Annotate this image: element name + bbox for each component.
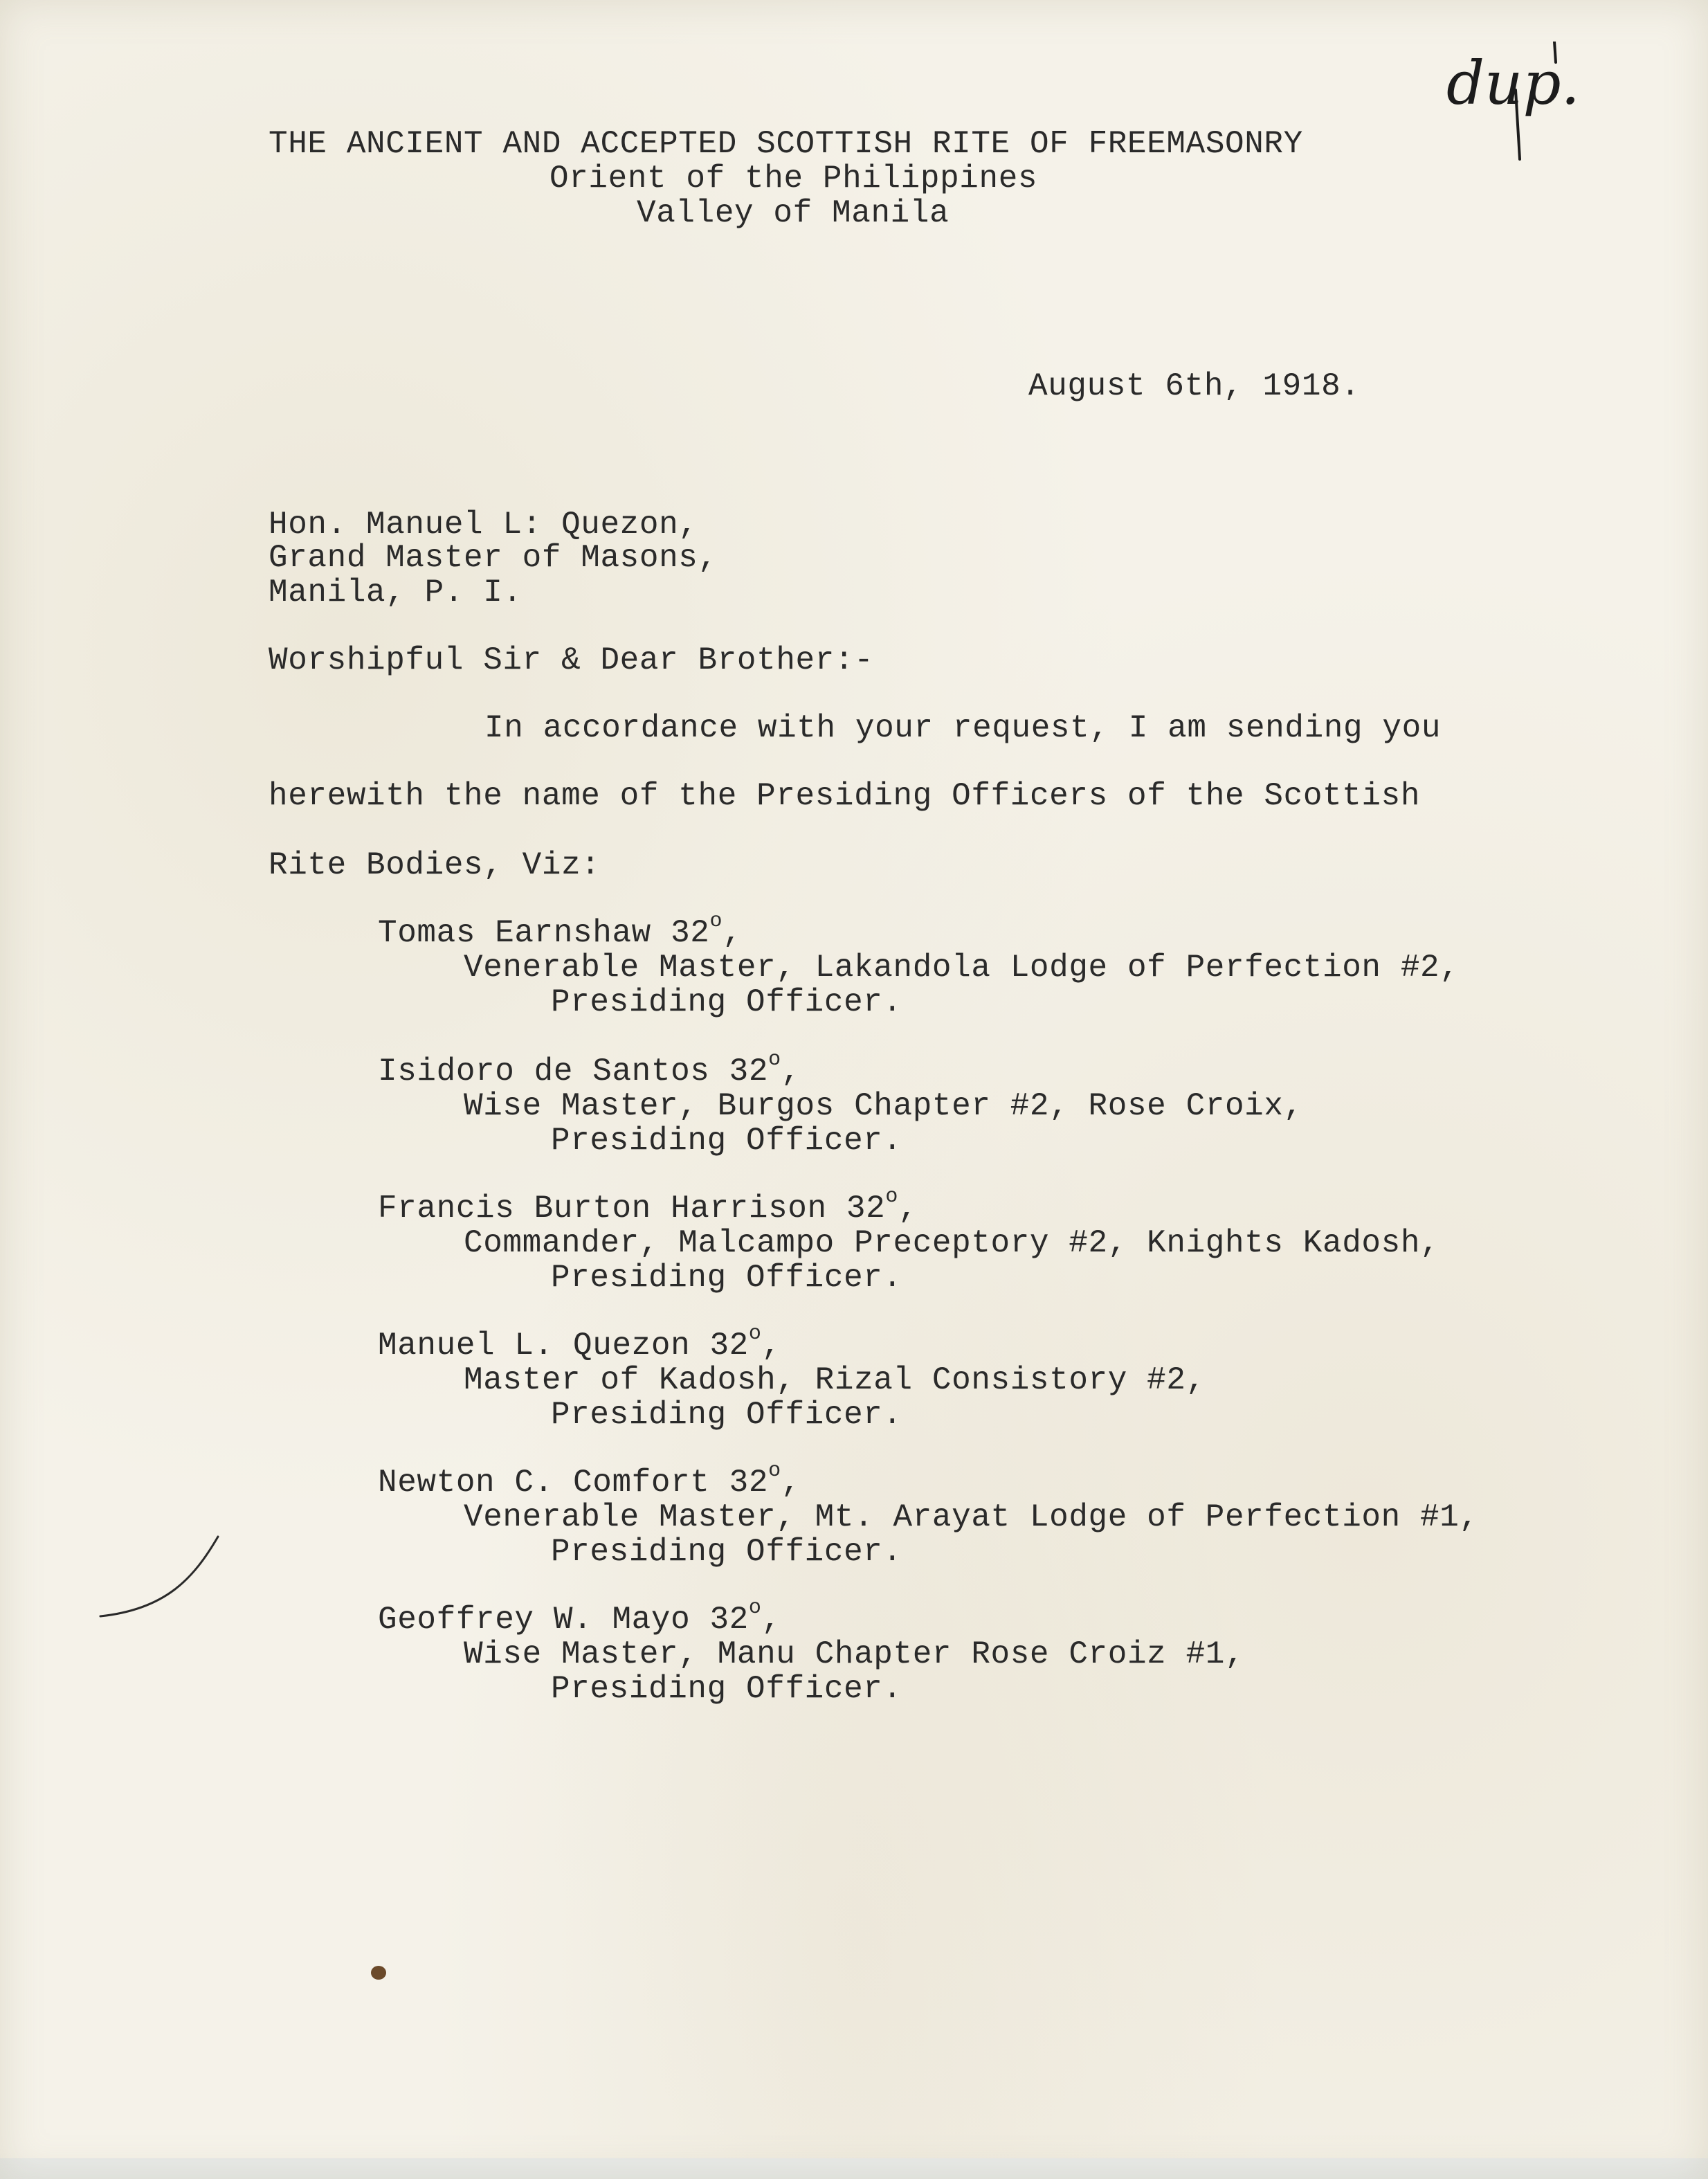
body-line-1: In accordance with your request, I am sending you	[484, 710, 1442, 746]
letterhead-line-1: THE ANCIENT AND ACCEPTED SCOTTISH RITE OF FREEMASONRY	[269, 126, 1303, 162]
officer-role: Presiding Officer.	[551, 1534, 902, 1570]
degree-mark: o	[748, 1322, 762, 1346]
officer-name: Francis Burton Harrison 32$^o$,	[378, 1185, 918, 1227]
officer-role: Presiding Officer.	[551, 1397, 902, 1433]
degree-mark: o	[768, 1048, 781, 1072]
handwritten-stroke-icon	[1438, 42, 1563, 180]
officer-role: Presiding Officer.	[551, 1260, 902, 1296]
officer-office: Wise Master, Manu Chapter Rose Croiz #1,	[464, 1636, 1245, 1672]
recipient-line-3: Manila, P. I.	[269, 575, 523, 611]
officer-name: Newton C. Comfort 32$^o$,	[378, 1459, 801, 1501]
salutation: Worshipful Sir & Dear Brother:-	[269, 642, 874, 678]
pen-mark-icon	[90, 1523, 228, 1634]
degree-mark: o	[768, 1459, 781, 1483]
degree-mark: o	[885, 1185, 898, 1209]
ink-spot-icon	[371, 1966, 386, 1980]
officer-office: Venerable Master, Lakandola Lodge of Perfection #2,	[464, 950, 1460, 986]
body-line-2: herewith the name of the Presiding Officers of the Scottish	[269, 778, 1421, 814]
officer-office: Wise Master, Burgos Chapter #2, Rose Croix,	[464, 1088, 1303, 1124]
letter-date: August 6th, 1918.	[1028, 368, 1361, 404]
body-line-3: Rite Bodies, Viz:	[269, 847, 601, 883]
recipient-line-1: Hon. Manuel L: Quezon,	[269, 507, 698, 543]
handwritten-annotation: dup.	[1446, 49, 1580, 118]
degree-mark: o	[748, 1596, 762, 1620]
officer-role: Presiding Officer.	[551, 1123, 902, 1159]
letterhead-line-2: Orient of the Philippines	[549, 161, 1038, 197]
officer-office: Venerable Master, Mt. Arayat Lodge of Perfection #1,	[464, 1499, 1479, 1535]
recipient-line-2: Grand Master of Masons,	[269, 540, 718, 576]
officer-office: Commander, Malcampo Preceptory #2, Knights Kadosh,	[464, 1225, 1440, 1261]
officer-name: Tomas Earnshaw 32$^o$,	[378, 910, 743, 951]
letterhead-line-3: Valley of Manila	[637, 195, 950, 231]
officer-role: Presiding Officer.	[551, 1671, 902, 1707]
page-bottom-edge	[0, 2158, 1708, 2179]
officer-role: Presiding Officer.	[551, 984, 902, 1020]
officer-name: Manuel L. Quezon 32$^o$,	[378, 1322, 781, 1364]
officer-name: Isidoro de Santos 32$^o$,	[378, 1048, 801, 1090]
officer-office: Master of Kadosh, Rizal Consistory #2,	[464, 1362, 1206, 1398]
officer-name: Geoffrey W. Mayo 32$^o$,	[378, 1596, 781, 1638]
degree-mark: o	[709, 910, 723, 933]
